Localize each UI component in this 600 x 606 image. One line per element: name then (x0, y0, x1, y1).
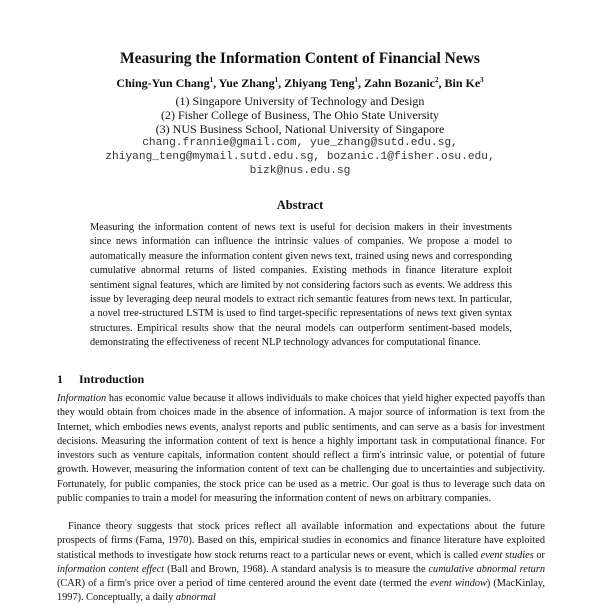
intro-paragraph-2: Finance theory suggests that stock prices reflect all available information and expectations about the future prospects of firms (Fama, 1970). Based on this, empirical studies in economics and finance literature have exploited statistical methods to investigate how stock returns react to a particular news or event, which is called event studies or information content effect (Ball and Brown, 1968). A standard analysis is to measure the cumulative abnormal return (CAR) of a firm's price over a period of time centered around the event date (termed the event window) (MacKinlay, 1997). Conceptually, a daily abnormal (57, 521, 545, 604)
intro-paragraph-1: Information has economic value because it allows individuals to make choices that yield higher expected payoffs than they would obtain from choices made in the absence of information. A major source of information is text from the Internet, which embodies news events, analyst reports and public sentiments, and can serve as a basis for investment decisions. Measuring the information content of text is hence a highly important task in computational finance. For investors such as venture capitals, information content should reflect a firm's intrinsic value, or potential of future growth. However, measuring the information content of text can be challenging due to uncertainties and subjectivity. Fortunately, for public companies, the stock price can be used as a metric. Our goal is thus to leverage such data on public companies to train a model for measuring the information content of news on arbitrary companies. (57, 393, 545, 505)
author: Yue Zhang (218, 76, 275, 90)
affiliation: (3) NUS Business School, National University of Singapore (155, 122, 445, 136)
section-title: Introduction (79, 372, 145, 386)
author: Zhiyang Teng (284, 76, 355, 90)
section-number: 1 (57, 372, 63, 386)
email-line: chang.frannie@gmail.com, yue_zhang@sutd.edu.sg, (142, 137, 458, 149)
author: Ching-Yun Chang (116, 76, 210, 90)
paper-title: Measuring the Information Content of Financial News (120, 50, 480, 67)
affiliation: (1) Singapore University of Technology and Design (175, 94, 425, 108)
email-line: bizk@nus.edu.sg (249, 165, 351, 177)
author-list: Ching-Yun Chang$^1$, Yue Zhang$^1$, Zhiyang Teng$^1$, Zahn Bozanic$^2$, Bin Ke$^3$ (116, 76, 484, 90)
email-line: zhiyang_teng@mymail.sutd.edu.sg, bozanic.1@fisher.osu.edu, (105, 151, 495, 163)
section-heading (57, 372, 144, 387)
author: Zahn Bozanic (363, 76, 435, 90)
author: Bin Ke (444, 76, 481, 90)
affiliation: (2) Fisher College of Business, The Ohio State University (160, 108, 440, 122)
abstract-heading: Abstract (276, 198, 324, 212)
abstract-text: Measuring the information content of news text is useful for decision makers in their investments since news information can influence the intrinsic values of companies. We propose a model to automatically measure the information content given news text, trained using news and corresponding cumulative abnormal returns of listed companies. Existing methods in finance literature exploit sentiment signal features, which are limited by not considering factors such as events. We address this issue by leveraging deep neural models to extract rich semantic features from news text. In particular, a novel tree-structured LSTM is used to find target-specific representations of news text given syntax structures. Empirical results show that the neural models can outperform sentiment-based models, demonstrating the effectiveness of recent NLP technology advances for computational finance. (90, 222, 512, 349)
